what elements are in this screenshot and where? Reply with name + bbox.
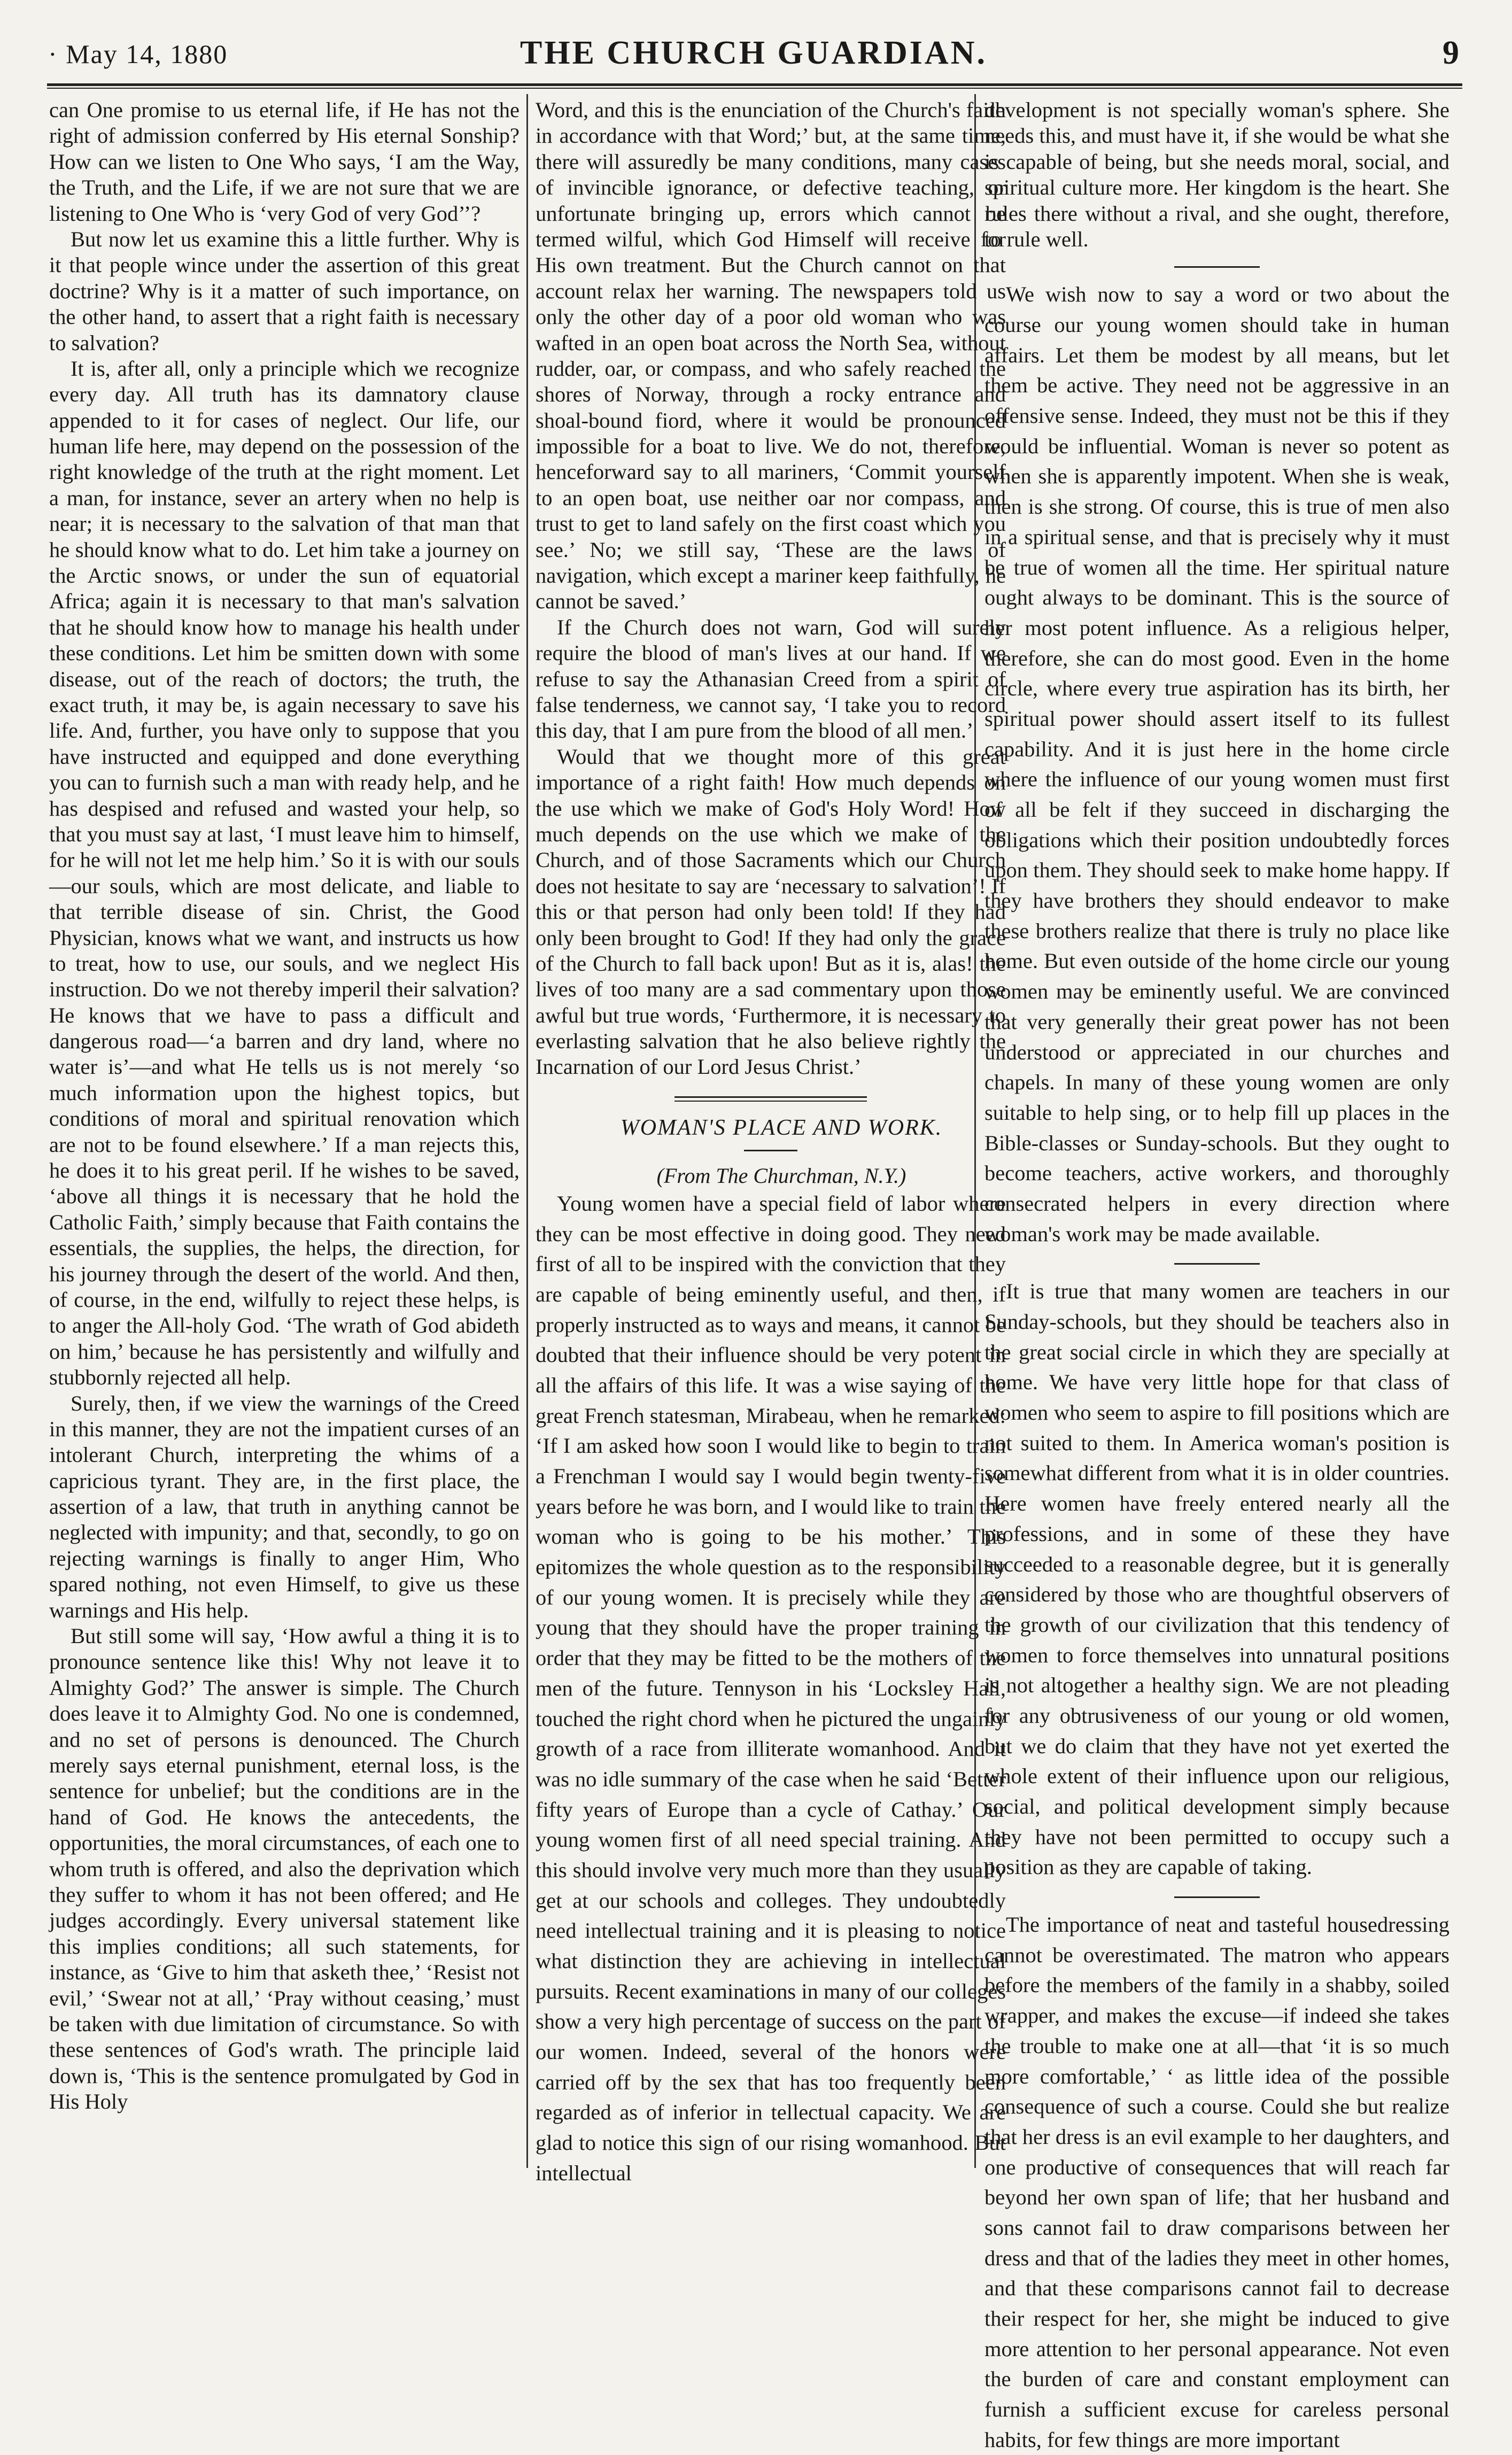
paragraph: development is not specially woman's sphere. She needs this, and must have it, if she would be what she is capable of being, but she needs moral, social, and spiritual culture more. Her kingdom is the heart. She rules there without a rival, and she ought, therefore, to rule well.: [984, 98, 1449, 251]
paragraph: But now let us examine this a little further. Why is it that people wince under the assertion of this great doctrine? Why is it a matter of such importance, on the other hand, to assert that a right faith is necessary to salvation?: [49, 227, 519, 355]
paragraph: Young women have a special field of labor where they can be most effective in doing good. They need first of all to be inspired with the conviction that they are capable of being eminently useful, and then, if properly instructed as to ways and means, it cannot be doubted that their influence should be very potent in all the affairs of this life. It was a wise saying of the great French statesman, Mirabeau, when he remarked: ‘If I am asked how soon I would like to begin to train a Frenchman I would say I would begin twenty-five years before he was born, and I would like to train the woman who is going to be his mother.’ This epitomizes the whole question as to the responsibility of our young women. It is precisely while they are young that they should have the proper training in order that they may be fitted to be the mothers of the men of the future. Tennyson in his ‘Locksley Hall, touched the right chord when he pictured the ungainly growth of a race from illiterate womanhood. And it was no idle summary of the case when he said ‘Better fifty years of Europe than a cycle of Cathay.’ Our young women first of all need special training. And this should involve very much more than they usually get at our schools and colleges. They undoubtedly need intellectual training and it is pleasing to notice what distinction they are achieving in intellectual pursuits. Recent examinations in many of our colleges show a very high percentage of success on the part of our women. Indeed, several of the honors were carried off by the sex that has too frequently been regarded as of inferior in tellectual capacity. We are glad to notice this sign of our rising womanhood. But intellectual: [536, 1191, 1006, 2185]
issue-date: · May 14, 1880: [48, 39, 228, 69]
article-title: WOMAN'S PLACE AND WORK.: [620, 1115, 943, 1140]
header-rule-thin: [47, 88, 1462, 89]
section-rule: [1174, 266, 1260, 268]
masthead-title: THE CHURCH GUARDIAN.: [520, 35, 987, 71]
paragraph: The importance of neat and tasteful housedressing cannot be overestimated. The matron who appears before the members of the family in a shabby, soiled wrapper, and makes the excuse—if indeed she takes the trouble to make one at all—that ‘it is so much more comfortable,’ ‘ as little idea of the possible consequence of such a course. Could she but realize that her dress is an evil example to her daughters, and one productive of consequences that will reach far beyond her own span of life; that her husband and sons cannot fail to draw comparisons between her dress and that of the ladies they meet in other homes, and that these comparisons cannot fail to decrease their respect for her, she might be induced to give more attention to her personal appearance. Not even the burden of care and constant employment can furnish a sufficient excuse for careless personal habits, for few things are more important: [984, 1912, 1449, 2452]
column-1: [49, 97, 519, 2171]
article-separator: [674, 1096, 867, 1102]
section-rule: [1174, 1263, 1260, 1265]
page-header: [48, 34, 1459, 82]
column-2: [536, 97, 1006, 2185]
paragraph: But still some will say, ‘How awful a thing it is to pronounce sentence like this! Why not leave it to Almighty God?’ The answer is simple. The Church does leave it to Almighty God. No one is condemned, and no set of persons is denounced. The Church merely says eternal punishment, eternal loss, is the sentence for unbelief; but the conditions are in the hand of God. He knows the antecedents, the opportunities, the moral circumstances, of each one to whom truth is offered, and also the deprivation which they suffer to whom it has not been offered; and He judges accordingly. Every universal statement like this implies conditions; all such statements, for instance, as ‘Give to him that asketh thee,’ ‘Resist not evil,’ ‘Swear not at all,’ ‘Pray without ceasing,’ must be taken with due limitation of circumstance. So with these sentences of God's wrath. The principle laid down is, ‘This is the sentence promulgated by God in His Holy: [49, 1624, 519, 2114]
title-rule: [744, 1150, 797, 1151]
paragraph: It is true that many women are teachers in our Sunday-schools, but they should be teachers also in the great social circle in which they are specially at home. We have very little hope for that class of women who seem to aspire to fill positions which are not suited to them. In America woman's position is somewhat different from what it is in older countries. Here women have freely entered nearly all the professions, and in some of these they have succeeded to a reasonable degree, but it is generally considered by those who are thoughtful observers of the growth of our civilization that this tendency of women to force themselves into unnatural positions is not altogether a healthy sign. We are not pleading for any obtrusiveness of our young or old women, but we do claim that they have not yet exerted the whole extent of their influence upon our religious, social, and political development simply because they have not been permitted to occupy such a position as they are capable of taking.: [984, 1279, 1449, 1879]
column-3: [984, 97, 1449, 2452]
article-source: (From The Churchman, N.Y.): [656, 1164, 906, 1188]
paragraph: If the Church does not warn, God will surely require the blood of man's lives at our hand. If we refuse to say the Athanasian Creed from a spirit of false tenderness, we cannot say, ‘I take you to record this day, that I am pure from the blood of all men.’: [536, 615, 1006, 743]
paragraph: Would that we thought more of this great importance of a right faith! How much depends on the use which we make of God's Holy Word! How much depends on the use which we make of the Church, and of those Sacraments which our Church does not hesitate to say are ‘necessary to salvation’! If this or that person had only been told! If they had only been brought to God! If they had only the grace of the Church to fall back upon! But as it is, alas! the lives of too many are a sad commentary upon those awful but true words, ‘Furthermore, it is necessary to everlasting salvation that he also believe rightly the Incarnation of our Lord Jesus Christ.’: [536, 744, 1006, 1079]
header-rule: [47, 83, 1462, 86]
paragraph: Word, and this is the enunciation of the Church's faith in accordance with that Word;’ but, at the same time, there will assuredly be many conditions, many cases of invincible ignorance, or defective teaching, or unfortunate bringing up, errors which cannot be termed wilful, which God Himself will receive for His own treatment. But the Church cannot on that account relax her warning. The newspapers told us only the other day of a poor old woman who was wafted in an open boat across the North Sea, without rudder, oar, or compass, and who safely reached the shores of Norway, through a rocky entrance and shoal-bound fiord, where it would be pronounced impossible for a boat to live. We do not, therefore, henceforward say to all mariners, ‘Commit yourself to an open boat, use neither oar nor compass, and trust to get to land safely on the first coast which you see.’ No; we still say, ‘These are the laws of navigation, which except a mariner keep faithfully, he cannot be saved.’: [536, 98, 1006, 614]
section-rule: [1174, 1896, 1260, 1898]
paragraph: Surely, then, if we view the warnings of the Creed in this manner, they are not the impatient curses of an intolerant Church, interpreting the whims of a capricious tyrant. They are, in the first place, the assertion of a law, that truth in anything cannot be neglected with impunity; and that, secondly, to go on rejecting warnings is finally to anger Him, Who spared nothing, not even Himself, to give us these warnings and His help.: [49, 1391, 519, 1622]
column-divider-1: [526, 94, 528, 2168]
paragraph: We wish now to say a word or two about the course our young women should take in human affairs. Let them be modest by all means, but let them be active. They need not be aggressive in an offensive sense. Indeed, they must not be this if they would be influential. Woman is never so potent as when she is apparently impotent. When she is weak, then is she strong. Of course, this is true of men also in a spiritual sense, and that is precisely why it must be true of women all the time. Her spiritual nature ought always to be dominant. This is the source of her most potent influence. As a religious helper, therefore, she can do most good. Even in the home circle, where every true aspiration has its birth, her spiritual power should assert itself to its fullest capability. And it is just here in the home circle where the influence of our young women must first of all be felt if they succeed in discharging the obligations which their position undoubtedly forces upon them. They should seek to make home happy. If they have brothers they should endeavor to make these brothers realize that there is truly no place like home. But even outside of the home circle our young women may be eminently useful. We are convinced that very generally their great power has not been understood or appreciated in our churches and chapels. In many of these young women are only suitable to help sing, or to help fill up places in the Bible-classes or Sunday-schools. But they ought to become teachers, active workers, and thoroughly consecrated helpers in every direction where woman's work may be made available.: [984, 282, 1449, 1246]
paragraph: can One promise to us eternal life, if He has not the right of admission conferred by His eternal Sonship? How can we listen to One Who says, ‘I am the Way, the Truth, and the Life, if we are not sure that we are listening to One Who is ‘very God of very God’’?: [49, 98, 519, 226]
page-number: 9: [1443, 35, 1459, 71]
paragraph: It is, after all, only a principle which we recognize every day. All truth has its damnatory clause appended to it for cases of neglect. Our life, our human life here, may depend on the possession of the right knowledge of the truth at the right moment. Let a man, for instance, sever an artery when no help is near; it is necessary to the salvation of that man that he should know what to do. Let him take a journey on the Arctic snows, or under the sun of equatorial Africa; again it is necessary to that man's salvation that he should know how to manage his health under these conditions. Let him be smitten down with some disease, out of the reach of doctors; the truth, the exact truth, it may be, is again necessary to save his life. And, further, you have only to suppose that you have instructed and equipped and done everything you can to furnish such a man with ready help, and he has despised and refused and wasted your help, so that you must say at last, ‘I must leave him to himself, for he will not let me help him.’ So it is with our souls—our souls, which are most delicate, and liable to that terrible disease of sin. Christ, the Good Physician, knows what we want, and instructs us how to treat, how to use, our souls, and we neglect His instruction. Do we not thereby imperil their salvation? He knows that we have to pass a difficult and dangerous road—‘a barren and dry land, where no water is’—and what He tells us is not merely ‘so much information upon the highest topics, but conditions of moral and spiritual renovation which are not to be found elsewhere.’ If a man rejects this, he does it to his great peril. If he wishes to be saved, ‘above all things it is necessary that he hold the Catholic Faith,’ simply because that Faith contains the essentials, the supplies, the helps, the direction, for his journey through the desert of the world. And then, of course, in the end, wilfully to reject these helps, is to anger the All-holy God. ‘The wrath of God abideth on him,’ because he has persistently and wilfully and stubbornly rejected all help.: [49, 356, 519, 1390]
